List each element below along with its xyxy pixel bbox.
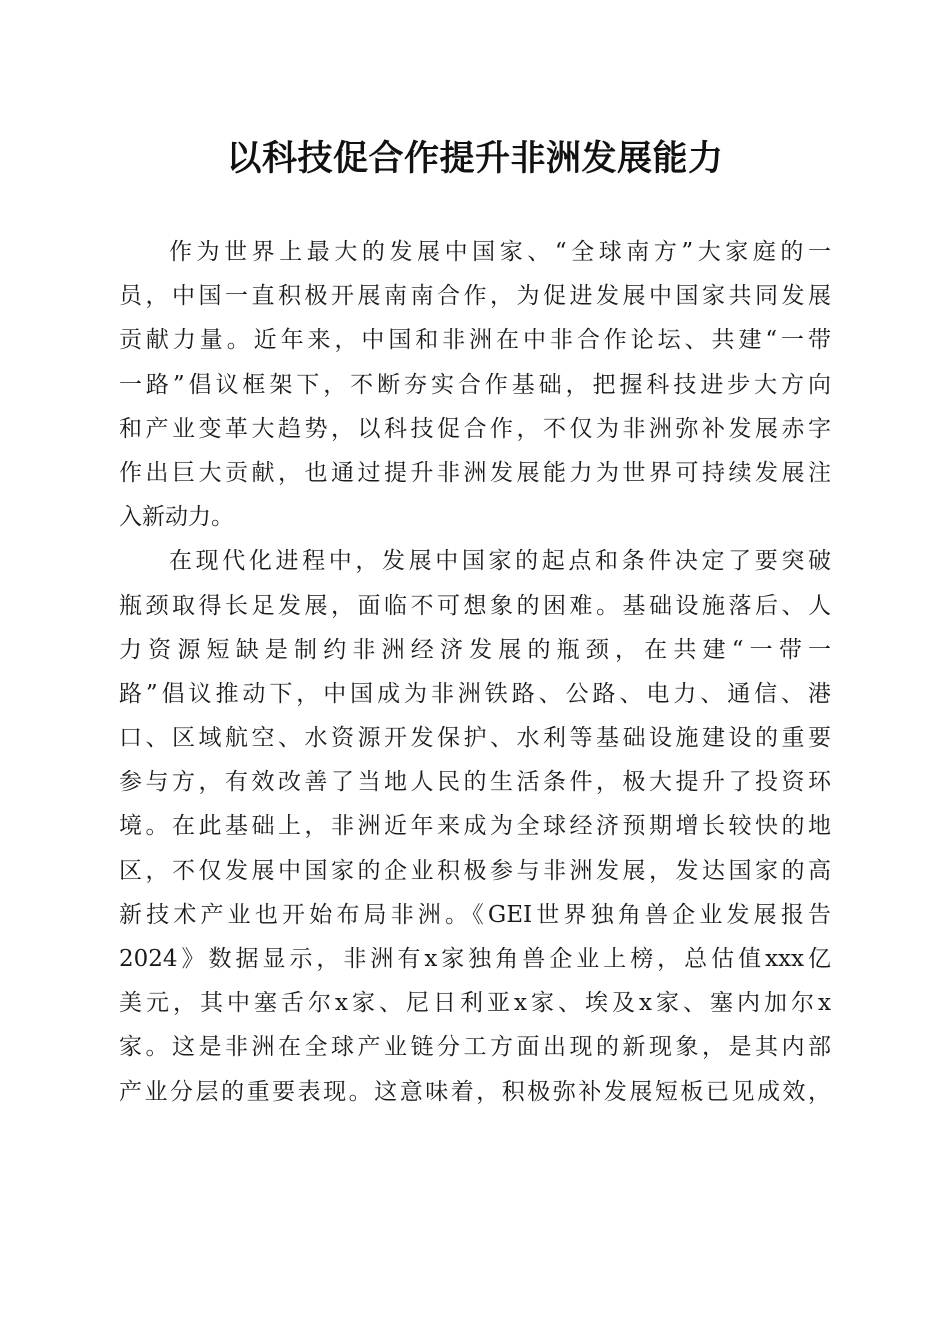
paragraph-line: 贡献力量。近年来，中国和非洲在中非合作论坛、共建“一带: [119, 327, 831, 354]
document-title: 以科技促合作提升非洲发展能力: [226, 138, 724, 179]
paragraph-line: 瓶颈取得长足发展，面临不可想象的困难。基础设施落后、人: [119, 592, 831, 619]
paragraph-line: 2024》数据显示，非洲有x家独角兽企业上榜，总估值xxx亿: [119, 946, 831, 972]
document-body: [119, 230, 831, 1114]
paragraph-line: 入新动力。: [119, 504, 234, 531]
paragraph-line: 一路”倡议框架下，不断夯实合作基础，把握科技进步大方向: [119, 371, 831, 398]
paragraph-line: 产业分层的重要表现。这意味着，积极弥补发展短板已见成效，: [119, 1078, 831, 1105]
paragraph-line: 新技术产业也开始布局非洲。《GEI世界独角兽企业发展报告: [119, 901, 831, 928]
paragraph-line: 力资源短缺是制约非洲经济发展的瓶颈，在共建“一带一: [119, 636, 831, 663]
paragraph-line: 路”倡议推动下，中国成为非洲铁路、公路、电力、通信、港: [119, 680, 831, 707]
paragraph-line: 境。在此基础上，非洲近年来成为全球经济预期增长较快的地: [119, 813, 831, 840]
paragraph-line: 参与方，有效改善了当地人民的生活条件，极大提升了投资环: [119, 769, 831, 796]
paragraph-line: 作出巨大贡献，也通过提升非洲发展能力为世界可持续发展注: [119, 459, 831, 486]
paragraph-line: 员，中国一直积极开展南南合作，为促进发展中国家共同发展: [119, 283, 831, 310]
paragraph-line: 区，不仅发展中国家的企业积极参与非洲发展，发达国家的高: [119, 857, 831, 884]
paragraph-line: 口、区域航空、水资源开发保护、水利等基础设施建设的重要: [119, 725, 831, 752]
paragraph-1: [119, 230, 831, 539]
paragraph-line: 家。这是非洲在全球产业链分工方面出现的新现象，是其内部: [119, 1034, 831, 1061]
paragraph-line: 和产业变革大趋势，以科技促合作，不仅为非洲弥补发展赤字: [119, 415, 831, 442]
paragraph-line: 美元，其中塞舌尔x家、尼日利亚x家、埃及x家、塞内加尔x: [119, 990, 831, 1017]
paragraph-line: 在现代化进程中，发展中国家的起点和条件决定了要突破: [169, 548, 831, 575]
paragraph-2: [119, 539, 831, 1113]
paragraph-line: 作为世界上最大的发展中国家、“全球南方”大家庭的一: [169, 239, 831, 265]
